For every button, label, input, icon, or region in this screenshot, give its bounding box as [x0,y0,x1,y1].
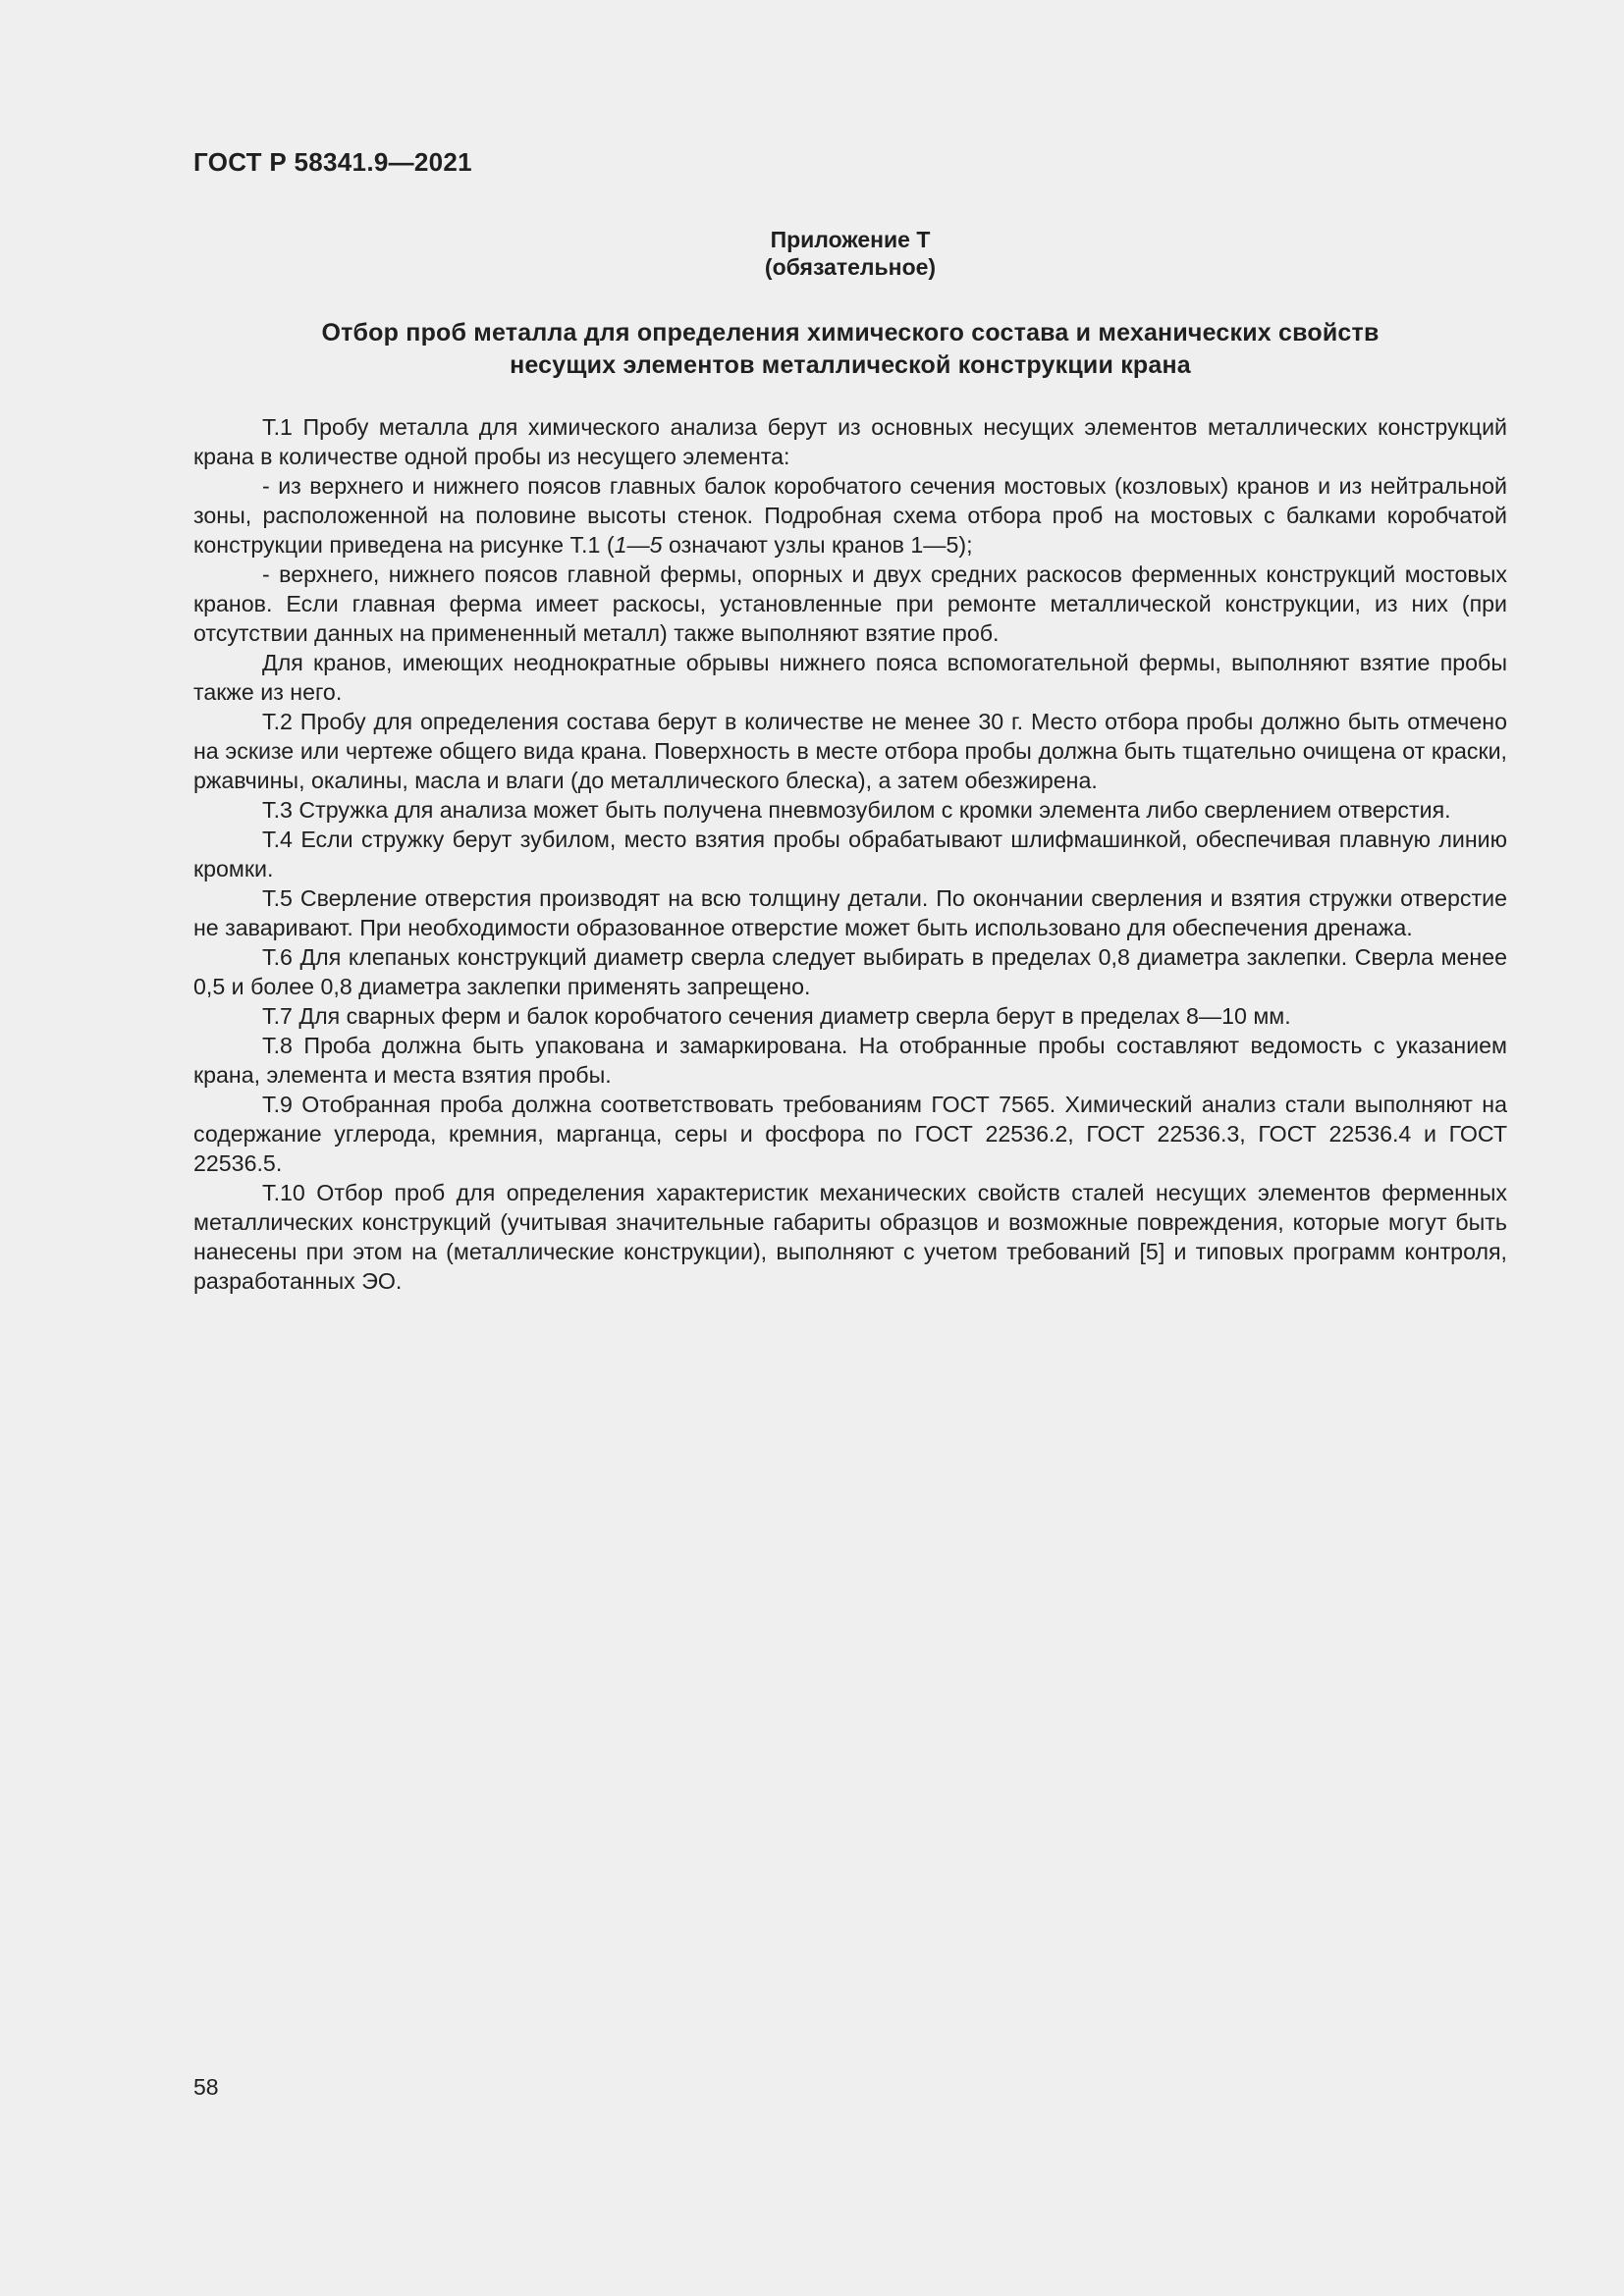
paragraph-t10: Т.10 Отбор проб для определения характеристик механических свойств сталей несущих элементов ферменных металлических конструкций (учитывая значительные габариты образцов и возможные повреждения, которые могут быть нанесены при этом на (металлические конструкции), выполняют с учетом требований [5] и типовых программ контроля, разработанных ЭО. [193,1180,1507,1294]
paragraph-t5: Т.5 Сверление отверстия производят на всю толщину детали. По окончании сверления и взятия стружки отверстие не заваривают. При необходимости образованное отверстие может быть использовано для обеспечения дренажа. [193,885,1507,940]
document-code: ГОСТ Р 58341.9—2021 [193,147,472,177]
annex-status: (обязательное) [764,254,937,280]
paragraph-t8: Т.8 Проба должна быть упакована и замаркирована. На отобранные пробы составляют ведомость с указанием крана, элемента и места взятия пробы. [193,1033,1507,1088]
paragraph-t7: Т.7 Для сварных ферм и балок коробчатого сечения диаметр сверла берут в пределах 8—10 мм. [262,1003,1291,1029]
paragraph-t1-item-1-italic: 1—5 [614,532,663,558]
paragraph-t1-note: Для кранов, имеющих неоднократные обрывы нижнего пояса вспомогательной фермы, выполняют взятие пробы также из него. [193,650,1507,705]
section-title-line-2: несущих элементов металлической конструкции крана [510,351,1191,379]
paragraph-t1-item-1-tail: означают узлы кранов 1—5); [662,532,973,558]
paragraph-t1-item-1 [193,471,1507,560]
section-title-line-1: Отбор проб металла для определения химического состава и механических свойств [321,319,1380,347]
paragraph-t3: Т.3 Стружка для анализа может быть получена пневмозубилом с кромки элемента либо сверлением отверстия. [262,797,1451,823]
paragraph-t9: Т.9 Отобранная проба должна соответствовать требованиям ГОСТ 7565. Химический анализ стали выполняют на содержание углерода, кремния, марганца, серы и фосфора по ГОСТ 22536.2, ГОСТ 22536.3, ГОСТ 22536.4 и ГОСТ 22536.5. [193,1092,1507,1176]
paragraph-t1: Т.1 Пробу металла для химического анализа берут из основных несущих элементов металлических конструкций крана в количестве одной пробы из несущего элемента: [193,414,1507,469]
paragraph-t1-item-1-text: - из верхнего и нижнего поясов главных балок коробчатого сечения мостовых (козловых) кранов и из нейтральной зоны, расположенной на половине высоты стенок. Подробная схема отбора проб на мостовых с балками коробчатой конструкции приведена на рисунке Т.1 ( [193,473,1507,558]
annex-title: Приложение Т [770,227,931,252]
paragraph-t6: Т.6 Для клепаных конструкций диаметр сверла следует выбирать в пределах 0,8 диаметра заклепки. Сверла менее 0,5 и более 0,8 диаметра заклепки применять запрещено. [193,944,1507,999]
paragraph-t1-item-2: - верхнего, нижнего поясов главной фермы, опорных и двух средних раскосов ферменных конструкций мостовых кранов. Если главная ферма имеет раскосы, установленные при ремонте металлической конструкции, из них (при отсутствии данных на примененный металл) также выполняют взятие проб. [193,561,1507,646]
body-text [193,412,1507,1296]
paragraph-t4: Т.4 Если стружку берут зубилом, место взятия пробы обрабатывают шлифмашинкой, обеспечивая плавную линию кромки. [193,827,1507,881]
paragraph-t2: Т.2 Пробу для определения состава берут в количестве не менее 30 г. Место отбора пробы должно быть отмечено на эскизе или чертеже общего вида крана. Поверхность в месте отбора пробы должна быть тщательно очищена от краски, ржавчины, окалины, масла и влаги (до металлического блеска), а затем обезжирена. [193,709,1507,793]
annex-heading [193,226,1507,281]
section-title [193,317,1507,382]
page-number: 58 [193,2074,219,2100]
